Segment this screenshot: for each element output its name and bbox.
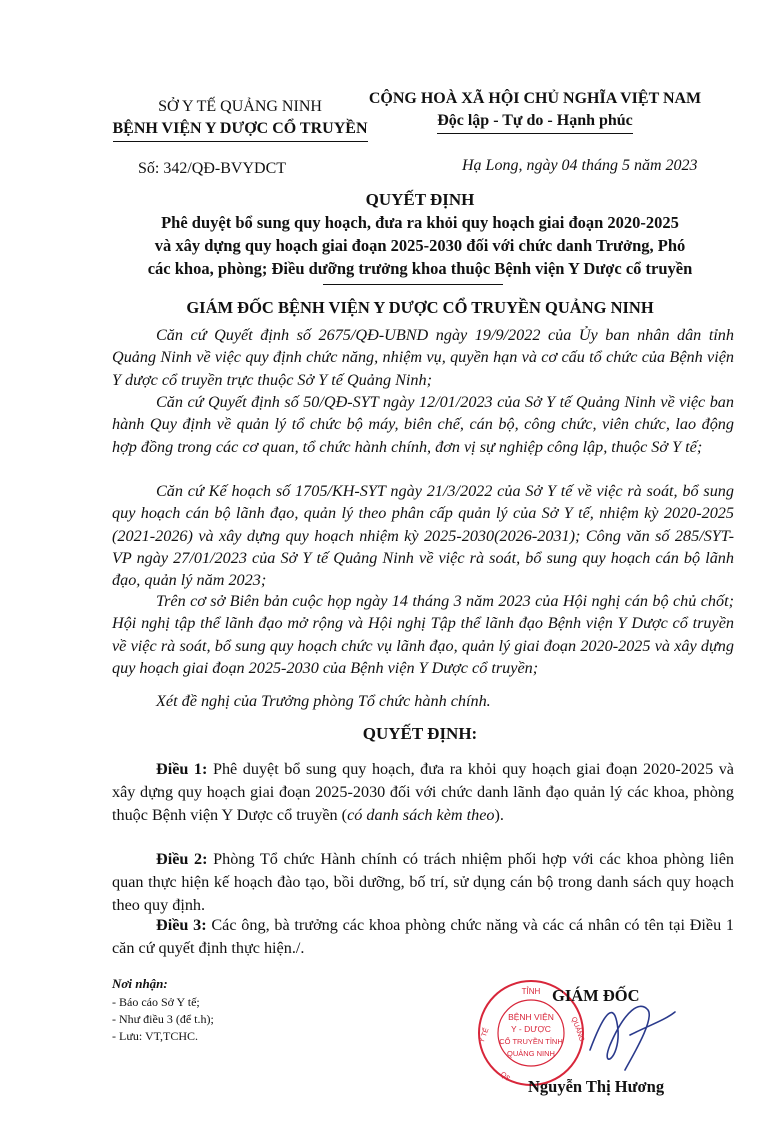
unit-name: BỆNH VIỆN Y DƯỢC CỔ TRUYỀN [113, 118, 368, 142]
title-line-3: các khoa, phòng; Điều dưỡng trưởng khoa thuộc Bệnh viện Y Dược cổ truyền [147, 259, 693, 278]
decision-heading: QUYẾT ĐỊNH: [362, 724, 478, 743]
article-3-label: Điều 3: [156, 916, 207, 934]
preamble-3: Căn cứ Kế hoạch số 1705/KH-SYT ngày 21/3/2022 của Sở Y tế về việc rà soát, bổ sung quy hoạch cán bộ lãnh đạo, quản lý theo phân cấp quản lý của Sở Y tế, nhiệm kỳ 2020-2025 (2021-2026) và xây dựng quy hoạch nhiệm kỳ 2025-2030(2026-2031); Công văn số 285/SYT-VP ngày 27/01/2023 của Sở Y tế Quảng Ninh về việc rà soát, bổ sung quy hoạch cán bộ lãnh đạo, quản lý năm 2023; [112, 482, 734, 590]
stamp-top: TỈNH [521, 987, 541, 996]
article-2-label: Điều 2: [156, 850, 208, 868]
article-1-label: Điều 1: [156, 760, 208, 778]
stamp-left: Y TẾ [478, 1027, 491, 1044]
recipient-3: - Lưu: VT,TCHC. [112, 1029, 199, 1043]
doc-title: QUYẾT ĐỊNH [365, 190, 475, 209]
nation-name: CỘNG HOÀ XÃ HỘI CHỦ NGHĨA VIỆT NAM [368, 90, 702, 107]
motto: Độc lập - Tự do - Hạnh phúc [437, 110, 633, 134]
article-1-tail: ). [494, 806, 504, 824]
authority: GIÁM ĐỐC BỆNH VIỆN Y DƯỢC CỔ TRUYỀN QUẢNG NINH [186, 298, 654, 317]
signer-title: GIÁM ĐỐC [552, 986, 640, 1005]
stamp-bottom: QS [498, 1070, 512, 1083]
title-divider [323, 284, 503, 285]
article-2-text: Phòng Tổ chức Hành chính có trách nhiệm phối hợp với các khoa phòng liên quan thực hiện kế hoạch đào tạo, bồi dưỡng, bố trí, sử dụng cán bộ trong danh sách quy hoạch theo quy định. [112, 850, 734, 914]
article-2 [112, 848, 734, 917]
stamp-line-3: CỔ TRUYỀN TỈNH [499, 1037, 563, 1046]
article-1-note: có danh sách kèm theo [347, 806, 495, 824]
preamble-5: Xét đề nghị của Trưởng phòng Tổ chức hành chính. [156, 692, 491, 710]
recipients [112, 974, 214, 1045]
stamp-line-2: Y - DƯỢC [511, 1024, 551, 1034]
header-left [100, 96, 380, 142]
title-line-2: và xây dựng quy hoạch giai đoạn 2025-2030 đối với chức danh Trưởng, Phó [154, 236, 686, 255]
article-3-text: Các ông, bà trưởng các khoa phòng chức năng và các cá nhân có tên tại Điều 1 căn cứ quyết định thực hiện./. [112, 916, 735, 957]
article-1 [112, 758, 734, 827]
header-right [365, 88, 705, 134]
stamp-line-4: QUẢNG NINH [507, 1049, 555, 1058]
preamble-4: Trên cơ sở Biên bản cuộc họp ngày 14 tháng 3 năm 2023 của Hội nghị cán bộ chủ chốt; Hội nghị tập thể lãnh đạo mở rộng và Hội nghị Tập thể lãnh đạo Bệnh viện Y Dược cổ truyền về việc rà soát, bổ sung quy hoạch chức vụ lãnh đạo, quản lý giai đoạn 2020-2025 và xây dựng quy hoạch giai đoạn 2025-2030 của Bệnh viện Y Dược cổ truyền; [112, 592, 734, 677]
article-1-text: Phê duyệt bổ sung quy hoạch, đưa ra khỏi quy hoạch giai đoạn 2020-2025 và xây dựng quy hoạch giai đoạn 2025-2030 đối với chức danh lãnh đạo quản lý các khoa, phòng thuộc Bệnh viện Y Dược cổ truyền ( [112, 760, 734, 824]
preamble-2: Căn cứ Quyết định số 50/QĐ-SYT ngày 12/01/2023 của Sở Y tế Quảng Ninh về việc ban hành Quy định về quản lý tổ chức bộ máy, biên chế, cán bộ, công chức, viên chức, lao động hợp đồng trong các cơ quan, tổ chức hành chính, đơn vị sự nghiệp công lập, thuộc Sở Y tế; [112, 393, 734, 456]
agency-name: SỞ Y TẾ QUẢNG NINH [158, 98, 322, 115]
title-block [100, 188, 740, 280]
preamble-1: Căn cứ Quyết định số 2675/QĐ-UBND ngày 19/9/2022 của Ủy ban nhân dân tỉnh Quảng Ninh về việc quy định chức năng, nhiệm vụ, quyền hạn và cơ cấu tổ chức của Bệnh viện Y dược cổ truyền trực thuộc Sở Y tế Quảng Ninh; [112, 326, 734, 389]
place-date: Hạ Long, ngày 04 tháng 5 năm 2023 [462, 157, 698, 174]
recipient-1: - Báo cáo Sở Y tế; [112, 995, 200, 1009]
recipient-2: - Như điều 3 (để t.h); [112, 1012, 214, 1026]
signer-name: Nguyễn Thị Hương [528, 1077, 665, 1096]
article-3 [112, 914, 734, 960]
stamp-right: QUẢNG [569, 1016, 586, 1043]
stamp-line-1: BỆNH VIỆN [508, 1012, 554, 1022]
recipients-heading: Nơi nhận: [112, 976, 168, 991]
doc-number: Số: 342/QĐ-BVYDCT [138, 160, 287, 177]
title-line-1: Phê duyệt bổ sung quy hoạch, đưa ra khỏi quy hoạch giai đoạn 2020-2025 [161, 213, 679, 232]
